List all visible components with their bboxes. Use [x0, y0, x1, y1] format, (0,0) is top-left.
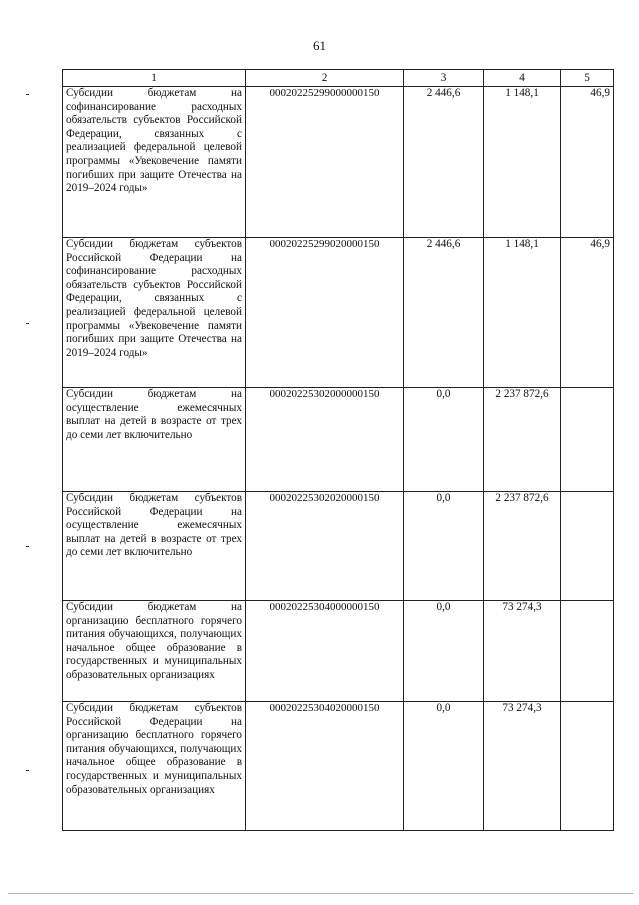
row-name: Субсидии бюджетам на организацию бесплатного горячего питания обучающихся, получающих начальное общее образование в государственных и муниципальных образовательных организациях	[63, 601, 246, 702]
row-value-3: 2 446,6	[404, 87, 484, 238]
row-value-5	[561, 601, 614, 702]
row-value-3: 0,0	[404, 388, 484, 492]
table-header-row	[63, 70, 614, 87]
row-code: 00020225304000000150	[246, 601, 404, 702]
row-name: Субсидии бюджетам субъектов Российской Федерации на софинансирование расходных обязательств субъектов Российской Федерации, связанных с реализацией федеральной целевой программы «Увековечение памяти погибших при защите Отечества на 2019–2024 годы»	[63, 238, 246, 388]
row-value-5	[561, 702, 614, 831]
row-value-4: 73 274,3	[484, 702, 561, 831]
row-value-3: 2 446,6	[404, 238, 484, 388]
table-row	[63, 238, 614, 388]
page-number: 61	[313, 38, 326, 53]
table-row	[63, 388, 614, 492]
row-code: 00020225302000000150	[246, 388, 404, 492]
table-row	[63, 702, 614, 831]
budget-table	[62, 69, 614, 831]
row-code: 00020225299000000150	[246, 87, 404, 238]
margin-mark	[26, 770, 29, 771]
row-value-3: 0,0	[404, 492, 484, 601]
row-value-5: 46,9	[561, 238, 614, 388]
row-value-4: 1 148,1	[484, 87, 561, 238]
column-header-3: 3	[404, 70, 484, 87]
row-name: Субсидии бюджетам субъектов Российской Федерации на организацию бесплатного горячего питания обучающихся, получающих начальное общее образование в государственных и муниципальных образовательных организациях	[63, 702, 246, 831]
column-header-1: 1	[63, 70, 246, 87]
page-bottom-edge	[8, 893, 634, 894]
margin-mark	[26, 323, 29, 324]
row-value-5	[561, 492, 614, 601]
row-value-4: 73 274,3	[484, 601, 561, 702]
margin-mark	[26, 94, 29, 95]
column-header-4: 4	[484, 70, 561, 87]
row-value-5: 46,9	[561, 87, 614, 238]
column-header-2: 2	[246, 70, 404, 87]
margin-mark	[26, 546, 29, 547]
row-name: Субсидии бюджетам на осуществление ежемесячных выплат на детей в возрасте от трех до семи лет включительно	[63, 388, 246, 492]
column-header-5: 5	[561, 70, 614, 87]
row-value-3: 0,0	[404, 702, 484, 831]
table-row	[63, 87, 614, 238]
row-value-4: 1 148,1	[484, 238, 561, 388]
row-value-4: 2 237 872,6	[484, 492, 561, 601]
row-code: 00020225304020000150	[246, 702, 404, 831]
row-name: Субсидии бюджетам субъектов Российской Федерации на осуществление ежемесячных выплат на детей в возрасте от трех до семи лет включительно	[63, 492, 246, 601]
table-row	[63, 492, 614, 601]
row-code: 00020225302020000150	[246, 492, 404, 601]
row-value-4: 2 237 872,6	[484, 388, 561, 492]
row-value-5	[561, 388, 614, 492]
row-code: 00020225299020000150	[246, 238, 404, 388]
row-name: Субсидии бюджетам на софинансирование расходных обязательств субъектов Российской Федерации, связанных с реализацией федеральной целевой программы «Увековечение памяти погибших при защите Отечества на 2019–2024 годы»	[63, 87, 246, 238]
row-value-3: 0,0	[404, 601, 484, 702]
table-row	[63, 601, 614, 702]
